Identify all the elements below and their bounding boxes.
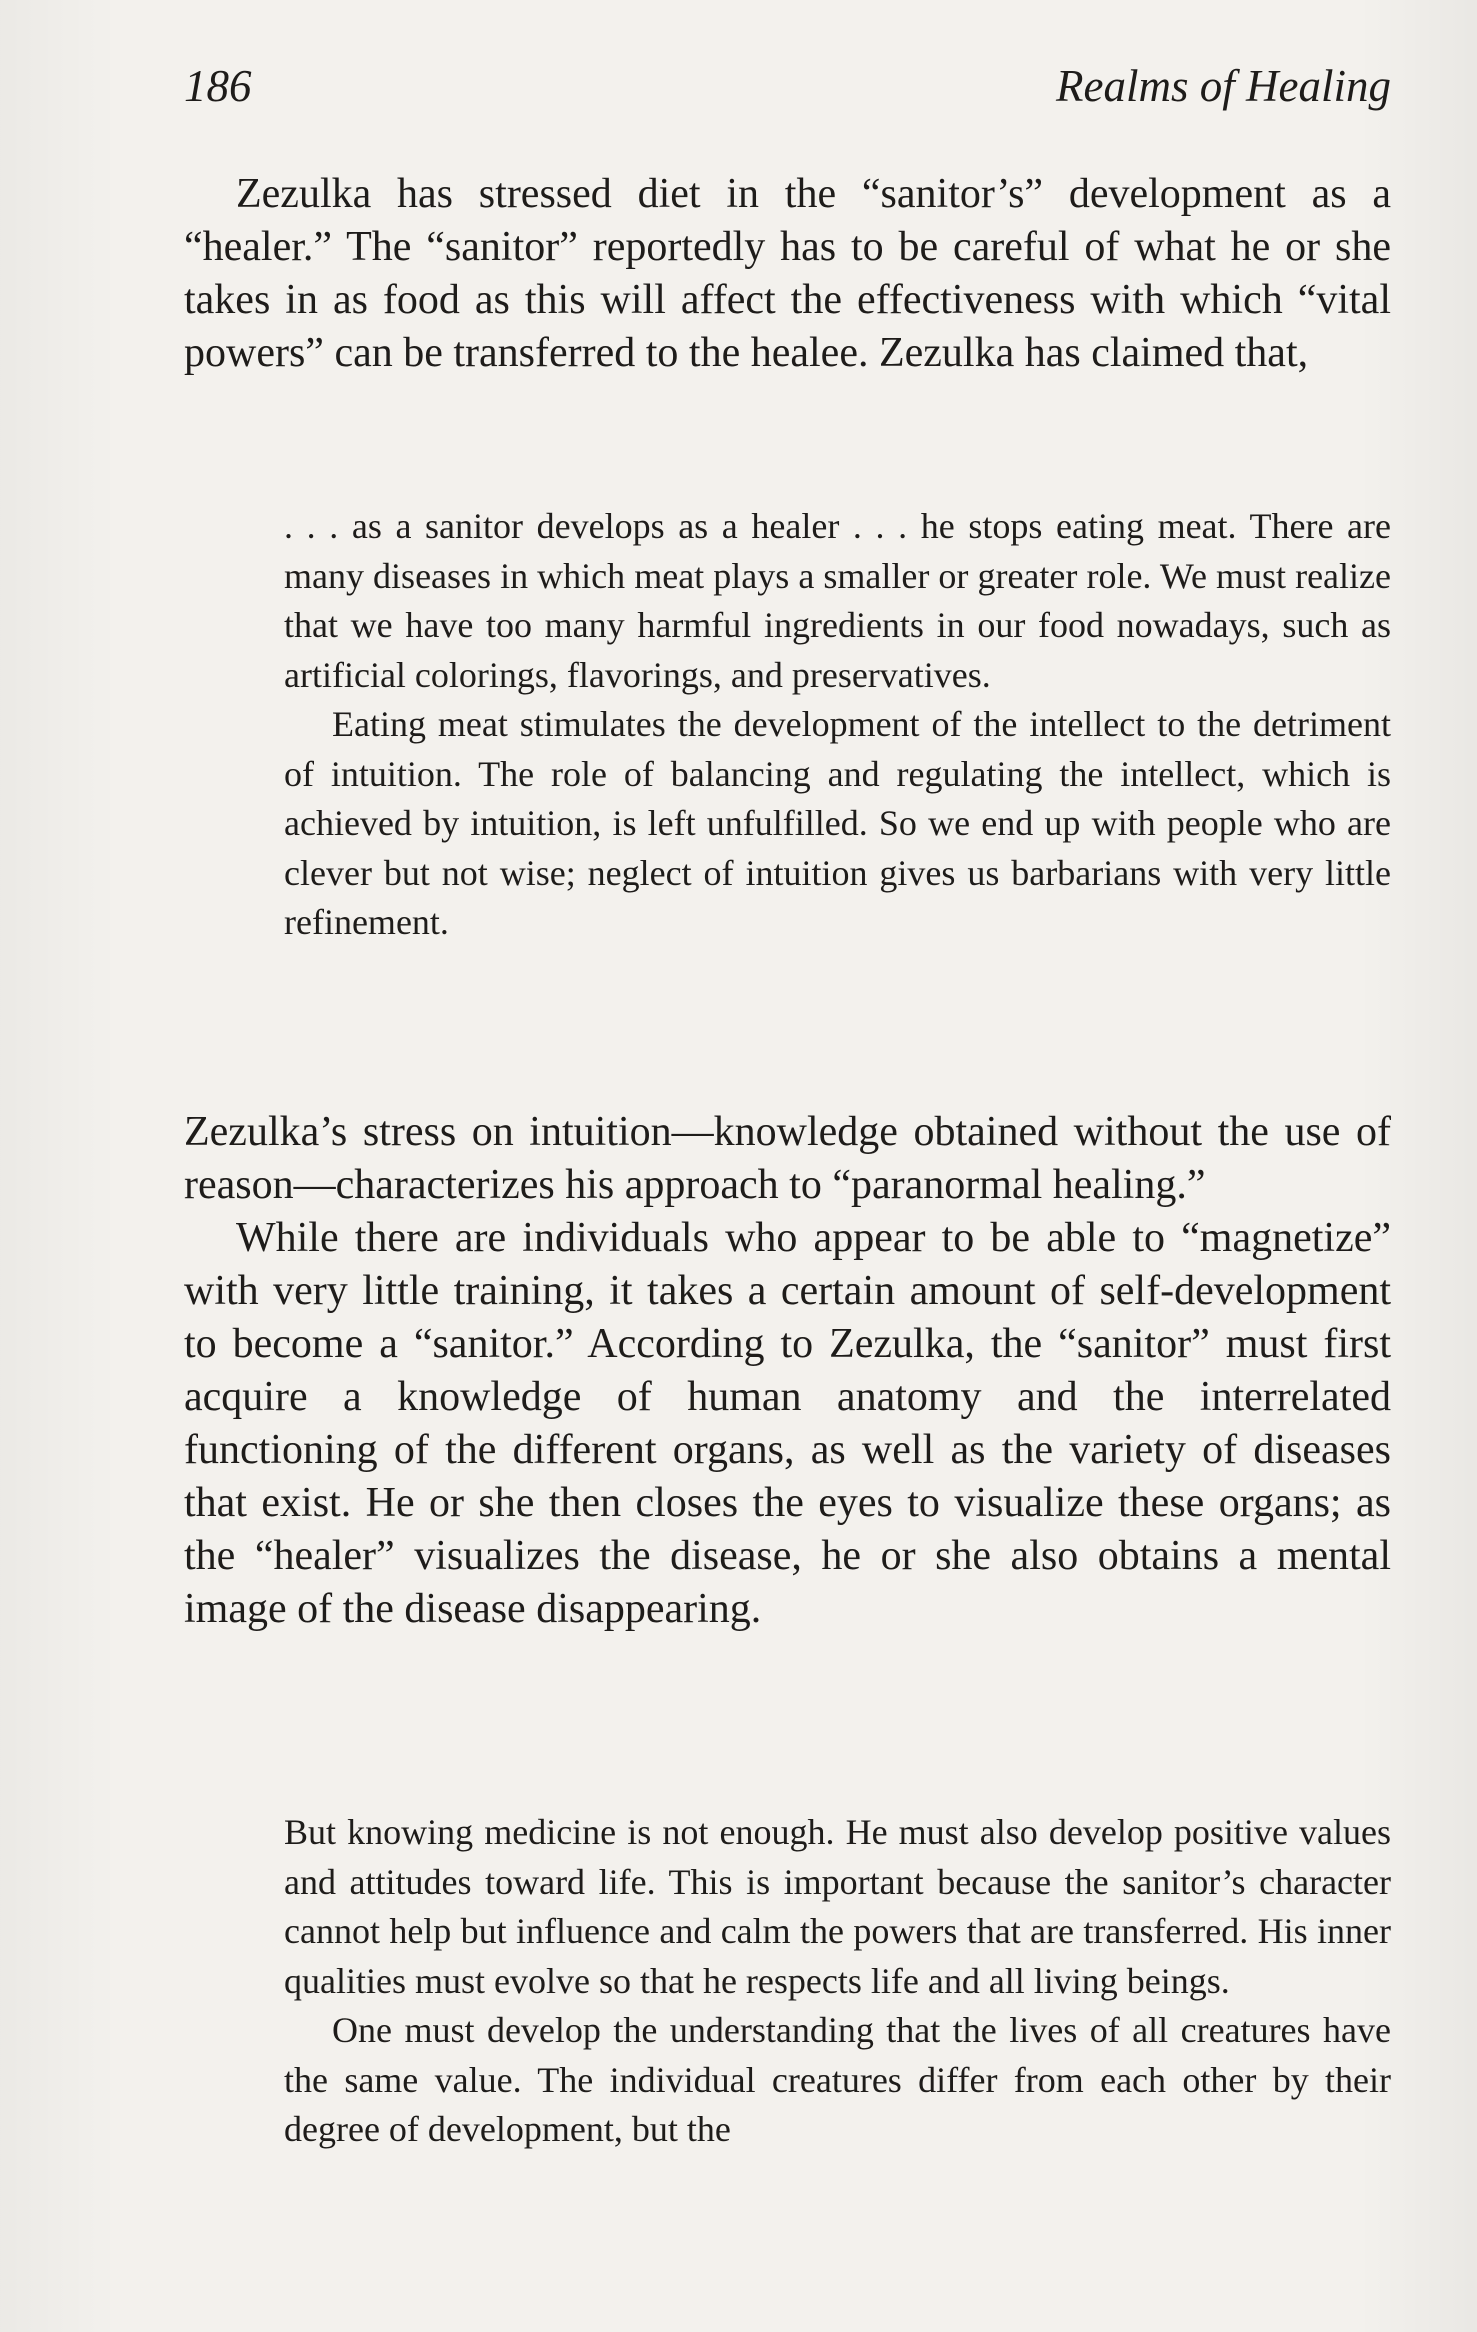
quote-paragraph: Eating meat stimulates the development of the intellect to the detriment of intuition. The role of balancing and regulating the intellect, which is achieved by intuition, is left unfulfilled. So we end up with people who are clever but not wise; neglect of intuition gives us barbarians with very little refinement. bbox=[284, 704, 1391, 942]
page-header bbox=[184, 58, 1391, 114]
block-quote-medicine bbox=[284, 1808, 1391, 2155]
quote-paragraph: But knowing medicine is not enough. He must also develop positive values and attitudes toward life. This is important because the sanitor’s character cannot help but influence and calm the powers that are transferred. His inner qualities must evolve so that he respects life and all living beings. bbox=[284, 1812, 1391, 2001]
paragraph-text: Zezulka has stressed diet in the “sanitor’s” development as a “healer.” The “sanitor” reportedly has to be careful of what he or she takes in as food as this will affect the effectiveness with which “vital powers” can be transferred to the healee. Zezulka has claimed that, bbox=[184, 171, 1391, 376]
body-paragraph-diet bbox=[184, 168, 1391, 380]
quote-paragraph: One must develop the understanding that the lives of all creatures have the same value. The individual creatures differ from each other by their degree of development, but the bbox=[284, 2010, 1391, 2149]
body-paragraph-intuition bbox=[184, 1106, 1391, 1636]
paragraph-text: While there are individuals who appear to be able to “magnetize” with very little training, it takes a certain amount of self-development to become a “sanitor.” According to Zezulka, the “sanitor” must first acquire a knowledge of human anatomy and the interrelated functioning of the different organs, as well as the variety of diseases that exist. He or she then closes the eyes to visualize these organs; as the “healer” visualizes the disease, he or she also obtains a mental image of the disease disappearing. bbox=[184, 1215, 1391, 1632]
page-number: 186 bbox=[184, 61, 252, 111]
running-title: Realms of Healing bbox=[1056, 61, 1391, 111]
paragraph-text: Zezulka’s stress on intuition—knowledge obtained without the use of reason—characterizes his approach to “paranormal healing.” bbox=[184, 1109, 1391, 1208]
block-quote-meat bbox=[284, 502, 1391, 948]
quote-paragraph: . . . as a sanitor develops as a healer . . . he stops eating meat. There are many diseases in which meat plays a smaller or greater role. We must realize that we have too many harmful ingredients in our food nowadays, such as artificial colorings, flavorings, and preservatives. bbox=[284, 506, 1391, 695]
